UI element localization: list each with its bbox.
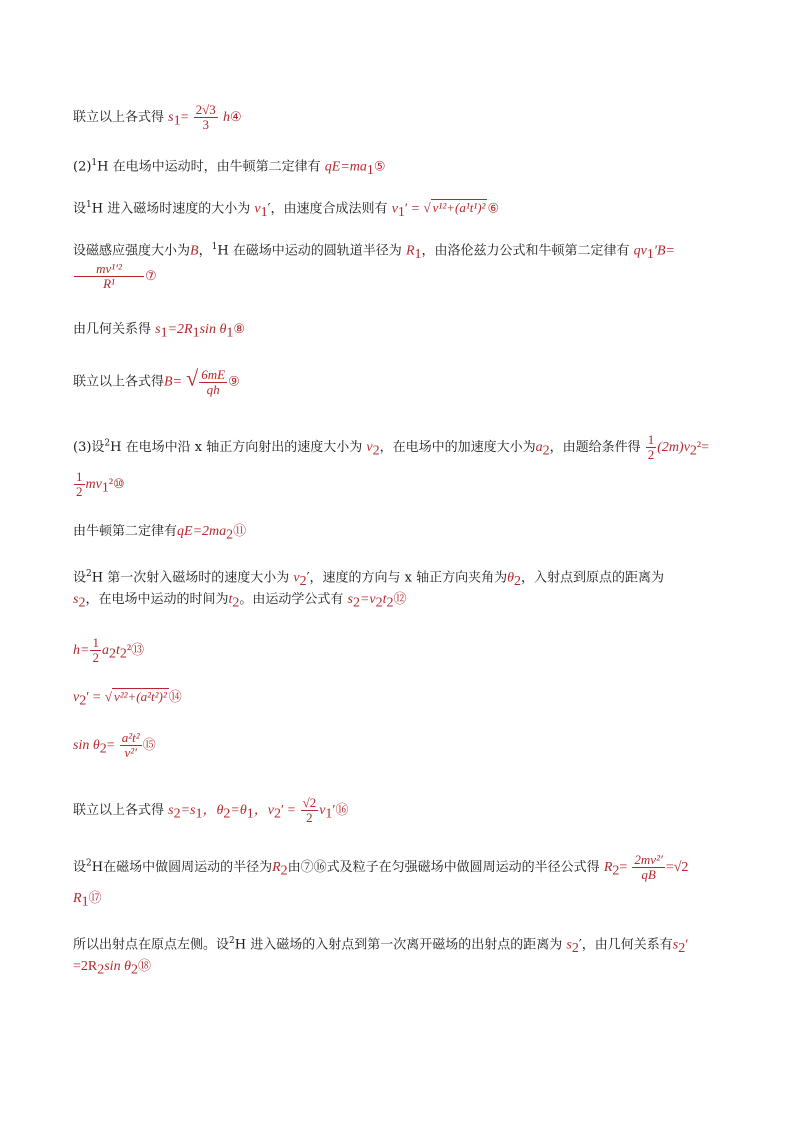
circled-number: ④	[229, 110, 242, 125]
text: 联立以上各式得	[73, 110, 165, 125]
fraction: $\frac{\text{mv¹′²}}{\text{R¹}}$	[74, 262, 144, 291]
line-12: $s_2$，在电场中运动的时间为$t_2$。由运动学公式有 $s_2=v_2t_2⑫$	[73, 592, 407, 611]
line-15: $\sin \theta_2=$ $\frac{\text{a²t²}}{\text{v²′}}$ ⑮	[73, 730, 156, 760]
line-6: 由几何关系得 $s_1=2R_1\sin$ $\theta_1⑧$	[73, 322, 245, 341]
line-4: 设磁感应强度大小为B，$^1$H 在磁场中运动的圆轨道半径为 $R_1$，由洛伦兹力公式和牛顿第二定律有 $qv_1'B=$	[73, 242, 675, 262]
math: =	[180, 110, 189, 125]
line-10: 由牛顿第二定律有$qE=2ma_2⑪$	[73, 524, 247, 543]
line-14: $v_2'$ = √ v²²+(a²t²)² ⑭	[73, 689, 182, 709]
line-18: $R_1⑰$	[73, 891, 102, 910]
line-8: (3)设$^2$H 在电场中沿 x 轴正方向射出的速度大小为 $v_2$，在电场中的加速度大小为$a_2$，由题给条件得 $\frac{1}{2}$ $(2m)v_2^2=$	[73, 432, 710, 462]
sqrt: √ $\frac{6mE}{qh}$	[186, 365, 226, 397]
sqrt: √ v²²+(a²t²)²	[104, 689, 167, 704]
line-9: $\frac{1}{2}$ $mv_1^2⑩$	[76, 469, 125, 499]
line-1: 联立以上各式得 $s_1=$ $\frac{2√3}{3}$ h④	[73, 102, 242, 132]
line-16: 联立以上各式得 $s_2=s_1$，$\theta_2=\theta_1$，$v_2'$ = $\frac{√2}{2}$ $v_1'⑯$	[73, 795, 349, 825]
sqrt: √ v¹²+(a¹t¹)²	[423, 200, 486, 216]
line-5: $\frac{\text{mv¹′²}}{\text{R¹}}$ ⑦	[73, 262, 157, 291]
equation: qE=ma	[324, 159, 367, 175]
line-11: 设$^2$H 第一次射入磁场时的速度大小为 $v_2'$，速度的方向与 x 轴正方向夹角为$\theta_2$，入射点到原点的距离为	[73, 569, 665, 589]
math: s	[168, 110, 174, 125]
line-3: 设$^1$H 进入磁场时速度的大小为 $v_1'$，由速度合成法则有 $v_1'$ = √ v¹²+(a¹t¹)² ⑥	[73, 200, 500, 220]
line-2: $(2)^1H$ 在电场中运动时，由牛顿第二定律有 $qE=ma_1⑤$	[73, 158, 386, 178]
line-20: $=2R_2\sin$ $\theta_2⑱$	[73, 959, 151, 978]
line-13: h= $\frac{1}{2}$ $a_2t_2^2⑬$	[73, 635, 145, 665]
math: h	[222, 110, 230, 125]
line-7: 联立以上各式得B= √ $\frac{6mE}{qh}$ ⑨	[73, 365, 240, 397]
line-19: 所以出射点在原点左侧。设$^2$H 进入磁场的入射点到第一次离开磁场的出射点的距离为 $s_2'$，由几何关系有$s_2'$	[73, 936, 689, 956]
fraction: $\frac{2√3}{3}$	[195, 102, 216, 132]
line-17: 设$^2$H在磁场中做圆周运动的半径为$R_2$由⑦⑯式及粒子在匀强磁场中做圆周运动的半径公式得 $R_2=$ $\frac{\text{2mv²′}}{qB}$ =√2	[73, 852, 689, 882]
